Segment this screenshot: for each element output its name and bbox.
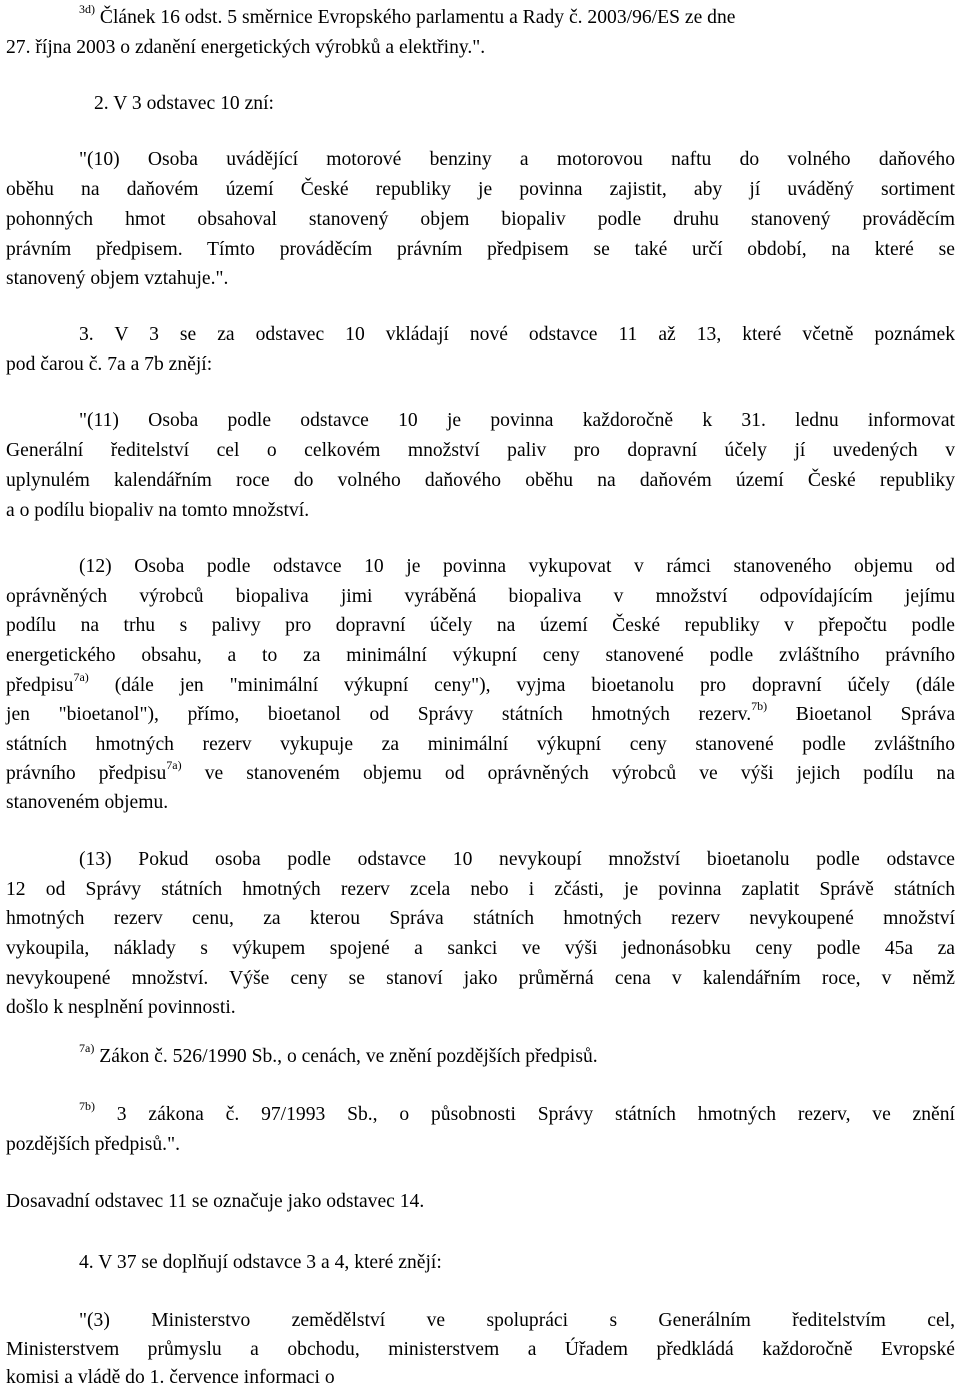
- footnote-ref: 7a): [73, 670, 89, 684]
- text-line: "(10) Osoba uvádějící motorové benziny a motorovou naftu do volného daňového: [79, 149, 955, 170]
- text-line: [6, 759, 955, 789]
- text-line: (12) Osoba podle odstavce 10 je povinna vykupovat v rámci stanoveného objemu od: [79, 556, 955, 577]
- footnote-7b: [79, 1100, 955, 1130]
- footnote-ref: 7b): [751, 699, 768, 713]
- footnote-ref: 7a): [166, 758, 182, 772]
- text-line: stanovený objem vztahuje.".: [6, 268, 229, 289]
- text-line: a o podílu biopaliv na tomto množství.: [6, 500, 310, 521]
- text-line: Článek 16 odst. 5 směrnice Evropského parlamentu a Rady č. 2003/96/ES ze dne: [95, 7, 736, 28]
- amendment-point-2: 2. V 3 odstavec 10 zní:: [94, 93, 274, 114]
- amendment-point-3: 3. V 3 se za odstavec 10 vkládají nové odstavce 11 až 13, které včetně poznámek: [79, 324, 955, 345]
- text-line: podílu na trhu s palivy pro dopravní účely na území České republiky v přepočtu podle: [6, 615, 955, 636]
- text-line: Dosavadní odstavec 11 se označuje jako odstavec 14.: [6, 1191, 425, 1212]
- text-line: energetického obsahu, a to za minimální výkupní ceny stanovené podle zvláštního právního: [6, 645, 955, 666]
- text-line: Ministerstvem průmyslu a obchodu, ministerstvem a Úřadem předkládá každoročně Evropské: [6, 1339, 955, 1360]
- text-line: nevykoupené množství. Výše ceny se stanoví jako průměrná cena v kalendářním roce, v němž: [6, 968, 955, 989]
- text-line: komisi a vládě do 1. července informaci o: [6, 1367, 335, 1388]
- text-line: pod čarou č. 7a a 7b znějí:: [6, 354, 213, 375]
- text-run: předpisu: [6, 675, 74, 696]
- text-run: ve stanoveném objemu od oprávněných výrobců ve výši jejich podílu na: [181, 763, 955, 784]
- text-line: došlo k nesplnění povinnosti.: [6, 997, 236, 1018]
- text-line: 27. října 2003 o zdanění energetických výrobků a elektřiny.".: [6, 37, 486, 58]
- text-line: uplynulém kalendářním roce do volného daňového oběhu na daňovém území České republiky: [6, 470, 955, 491]
- text-line: pozdějších předpisů.".: [6, 1134, 180, 1155]
- amendment-point-4: 4. V 37 se doplňují odstavce 3 a 4, které znějí:: [79, 1252, 442, 1273]
- text-line: oběhu na daňovém území České republiky je povinna zajistit, aby jí uváděný sortiment: [6, 179, 955, 200]
- footnote-7a: [79, 1042, 955, 1072]
- text-line: právním předpisem. Tímto prováděcím právním předpisem se také určí období, na které se: [6, 239, 955, 260]
- text-line: Generální ředitelství cel o celkovém množství paliv pro dopravní účely jí uvedených v: [6, 440, 955, 461]
- text-line: hmotných rezerv cenu, za kterou Správa státních hmotných rezerv nevykoupené množství: [6, 908, 955, 929]
- text-line: vykoupila, náklady s výkupem spojené a sankci ve výši jednonásobku ceny podle 45a za: [6, 938, 955, 959]
- text-line: pohonných hmot obsahoval stanovený objem biopaliv podle druhu stanovený prováděcím: [6, 209, 955, 230]
- footnote-marker: 3d): [79, 2, 95, 16]
- text-run: (dále jen "minimální výkupní ceny"), vyjma bioetanolu pro dopravní účely (dále: [88, 675, 955, 696]
- text-run: 3 zákona č. 97/1993 Sb., o působnosti Správy státních hmotných rezerv, ve znění: [95, 1104, 955, 1125]
- footnote-3d: [79, 3, 955, 33]
- text-line: 12 od Správy státních hmotných rezerv zcela nebo i zčásti, je povinna zaplatit Správě státních: [6, 879, 955, 900]
- text-run: Zákon č. 526/1990 Sb., o cenách, ve znění pozdějších předpisů.: [94, 1046, 598, 1067]
- text-run: Bioetanol Správa: [767, 704, 956, 725]
- footnote-marker: 7b): [79, 1099, 95, 1113]
- text-line: "(11) Osoba podle odstavce 10 je povinna každoročně k 31. lednu informovat: [79, 410, 955, 431]
- text-line: [6, 700, 955, 730]
- text-line: [6, 671, 955, 701]
- text-line: (13) Pokud osoba podle odstavce 10 nevykoupí množství bioetanolu podle odstavce: [79, 849, 955, 870]
- text-line: "(3) Ministerstvo zemědělství ve spolupráci s Generálním ředitelstvím cel,: [79, 1310, 955, 1331]
- text-line: stanoveném objemu.: [6, 792, 169, 813]
- text-run: jen "bioetanol"), přímo, bioetanol od Správy státních hmotných rezerv.: [6, 704, 752, 725]
- footnote-marker: 7a): [79, 1041, 95, 1055]
- text-line: oprávněných výrobců biopaliva jimi vyráběná biopaliva v množství odpovídajícím jejímu: [6, 586, 955, 607]
- text-run: právního předpisu: [6, 763, 167, 784]
- text-line: státních hmotných rezerv vykupuje za minimální výkupní ceny stanovené podle zvláštního: [6, 734, 955, 755]
